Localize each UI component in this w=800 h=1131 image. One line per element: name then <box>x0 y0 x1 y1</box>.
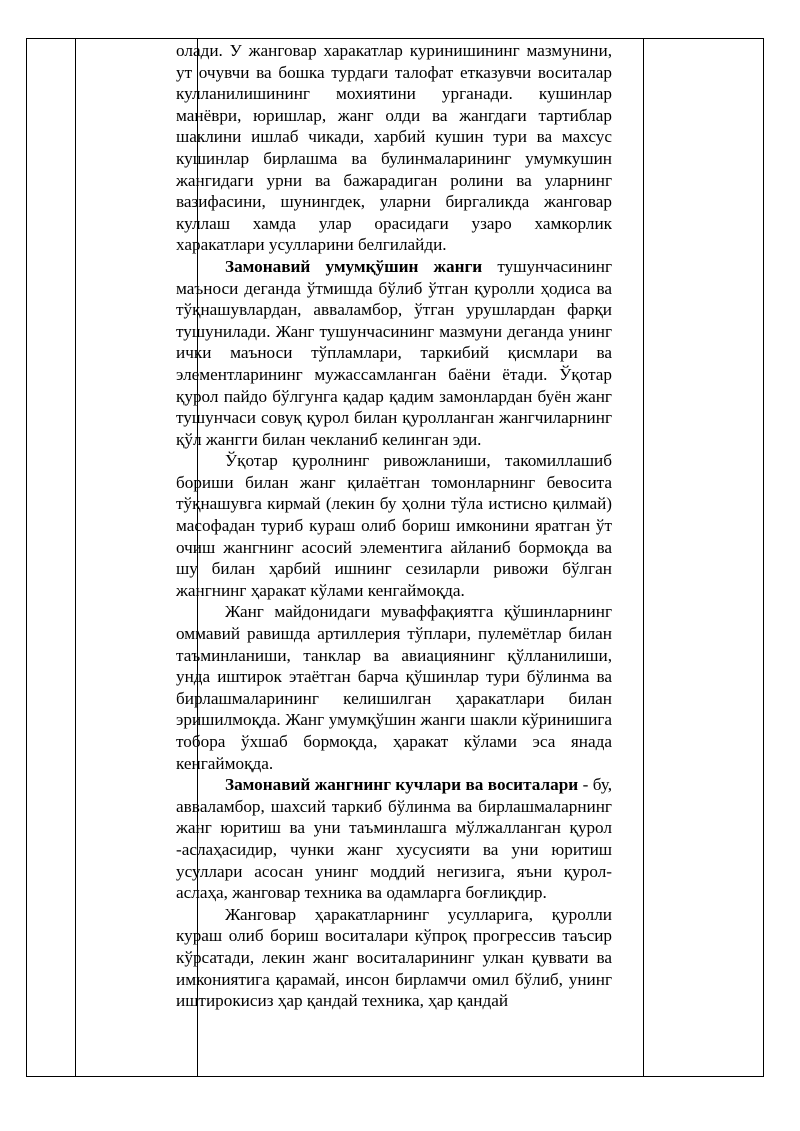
document-text <box>176 40 612 1012</box>
paragraph-3: Ўқотар қуролнинг ривожланиши, такомиллашиб бориши билан жанг қилаётган томонларнинг бевосита тўқнашувга кирмай (лекин бу ҳолни тўла истисно қилмай) масофадан туриб кураш олиб бориш имконини яратган ўт очиш жангнинг асосий элементига айланиб бормоқда ва шу билан ҳарбий ишнинг сезиларли ривожи бўлган жангнинг ҳаракат кўлами кенгаймоқда. <box>176 451 612 600</box>
paragraph-1: олади. У жанговар харакатлар куринишининг мазмунини, ут очувчи ва бошка турдаги талофат етказувчи воситалар кулланилишининг мохиятини урганади. кушинлар манёври, юришлар, жанг олди ва жангдаги тартиблар шаклини ишлаб чикади, харбий кушин тури ва махсус кушинлар бирлашма ва булинмаларининг умумкушин жангидаги урни ва бажарадиган ролини ва уларнинг вазифасини, шунингдек, уларни биргаликда жанговар куллаш хамда улар орасидаги узаро хамкорлик харакатлари усулларини белгилайди. <box>176 41 612 255</box>
paragraph-6: Жанговар ҳаракатларнинг усулларига, қуролли кураш олиб бориш воситалари кўпроқ прогрессив таъсир кўрсатади, лекин жанг воситаларининг улкан қуввати ва имкониятига қарамай, инсон бирламчи омил бўлиб, унинг иштирокисиз ҳар қандай техника, ҳар қандай <box>176 904 612 1011</box>
table-column-1 <box>27 39 76 1076</box>
paragraph-4: Жанг майдонидаги муваффақиятга қўшинларнинг оммавий равишда артиллерия тўплари, пулемётлар билан таъминланиши, танклар ва авиациянинг қўлланилиши, унда иштирок этаётган барча қўшинлар тури бўлинма ва бирлашмаларининг келишилган ҳаракатлари билан эришилмоқда. Жанг умумқўшин жанги шакли кўринишига тобора ўхшаб бормоқда, ҳаракат кўлами эса янада кенгаймоқда. <box>176 602 612 773</box>
paragraph-5: Замонавий жангнинг кучлари ва воситалари - бу, аввaламбор, шахсий таркиб бўлинма ва бирлашмаларнинг жанг юритиш ва уни таъминлашга мўлжалланган қурол -аслаҳасидир, чунки жанг хусусияти ва уни юритиш усуллари асосан унинг моддий негизига, яъни қурол-аслаҳа, жанговар техника ва одамларга боғлиқдир. <box>176 775 613 903</box>
paragraph-2: Замонавий умумқўшин жанги тушунчасининг маъноси деганда ўтмишда бўлиб ўтган қуролли ҳодиса ва тўқнашувлардан, аввaламбор, ўтган урушлардан фарқи тушунилади. Жанг тушунчасининг мазмуни деганда унинг ички маъноси тўпламлари, таркибий қисмлари ва элементларининг мужассамланган баёни ётади. Ўқотар қурол пайдо бўлгунга қадар қадим замонлардан буён жанг тушунчаси совуқ қурол билан қуролланган жангчиларнинг қўл жангги билан чекланиб келинган эди. <box>176 256 612 449</box>
